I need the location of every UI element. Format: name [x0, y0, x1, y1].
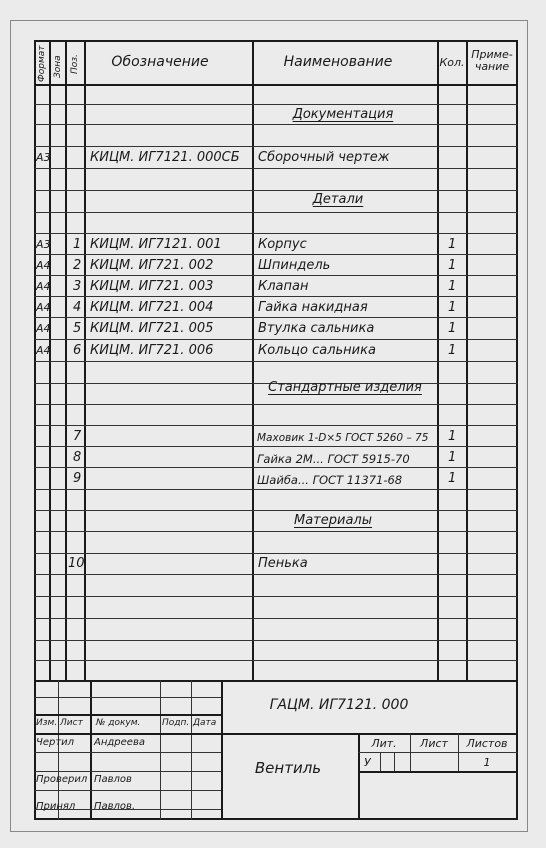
row-p5-format: А4 — [36, 322, 51, 335]
grid-line — [34, 596, 518, 597]
header-zone: Зона — [53, 55, 63, 78]
grid-line — [34, 531, 518, 532]
row-s9-pos: 9 — [73, 471, 82, 486]
tb-checked-name: Павлов — [94, 774, 132, 785]
header-note-line1: Приме- — [471, 48, 513, 61]
col-line-name — [437, 40, 439, 680]
grid-line — [34, 467, 518, 468]
row-p6-name: Кольцо сальника — [258, 343, 376, 358]
col-line-format — [49, 40, 51, 680]
grid-line — [358, 733, 360, 820]
row-p4-qty: 1 — [448, 300, 457, 315]
tb-header-date: Дата — [193, 718, 217, 728]
row-p6-pos: 6 — [73, 343, 82, 358]
grid-line — [34, 190, 518, 191]
grid-line — [191, 680, 192, 820]
tb-header-docno: № докум. — [96, 718, 141, 728]
grid-line — [160, 680, 161, 820]
grid-line — [34, 618, 518, 619]
header-pos: Поз. — [70, 54, 80, 74]
row-p1-format: А3 — [36, 238, 51, 251]
title-block-divider — [221, 680, 223, 820]
tb-drawn-label: Чертил — [36, 737, 75, 748]
row-p1-qty: 1 — [448, 237, 457, 252]
row-p3-format: А4 — [36, 280, 51, 293]
grid-line — [34, 168, 518, 169]
grid-line — [34, 146, 518, 147]
tb-header-sign: Подп. — [162, 718, 190, 728]
row-p1-designation: КИЦМ. ИГ7121. 001 — [90, 237, 222, 252]
grid-line — [410, 733, 411, 771]
row-s9-name: Шайба... ГОСТ 11371-68 — [257, 473, 403, 487]
row-s7-name: Маховик 1-D×5 ГОСТ 5260 – 75 — [257, 432, 429, 444]
row-p5-pos: 5 — [73, 321, 82, 336]
grid-line — [458, 733, 459, 771]
grid-line — [34, 714, 221, 716]
grid-line — [358, 752, 518, 753]
header-note-line2: чание — [474, 60, 510, 73]
row-p3-name: Клапан — [258, 279, 309, 294]
grid-line — [394, 752, 395, 771]
row-p6-format: А4 — [36, 344, 51, 357]
grid-line — [34, 124, 518, 125]
title-block-doc-code: ГАЦМ. ИГ7121. 000 — [269, 697, 409, 713]
tb-header-change: Изм. — [36, 718, 58, 728]
grid-line — [34, 752, 221, 753]
col-line-pos — [84, 40, 86, 680]
row-p4-designation: КИЦМ. ИГ721. 004 — [90, 300, 214, 315]
grid-line — [34, 553, 518, 554]
tb-drawn-name: Андреева — [94, 737, 145, 748]
tb-approved-label: Принял — [36, 801, 76, 812]
grid-line — [34, 697, 221, 698]
header-qty: Кол. — [439, 56, 465, 69]
row-p1-name: Корпус — [258, 237, 307, 252]
row-s7-qty: 1 — [448, 429, 457, 444]
row-p6-designation: КИЦМ. ИГ721. 006 — [90, 343, 214, 358]
grid-line — [34, 446, 518, 447]
tb-approved-name: Павлов. — [94, 801, 136, 812]
grid-line — [34, 317, 518, 318]
section-parts: Детали — [312, 192, 364, 207]
row-p4-pos: 4 — [73, 300, 82, 315]
header-designation: Обозначение — [111, 54, 209, 70]
grid-line — [34, 733, 518, 735]
grid-line — [358, 771, 518, 773]
grid-line — [34, 339, 518, 340]
section-documentation: Документация — [292, 107, 394, 122]
grid-line — [34, 233, 518, 234]
grid-line — [34, 489, 518, 490]
row-doc-designation: КИЦМ. ИГ7121. 000СБ — [90, 150, 240, 165]
row-p3-designation: КИЦМ. ИГ721. 003 — [90, 279, 214, 294]
row-doc-name: Сборочный чертеж — [258, 150, 390, 165]
row-p4-format: А4 — [36, 301, 51, 314]
tb-checked-label: Проверил — [36, 774, 88, 785]
header-name: Наименование — [283, 54, 393, 70]
col-line-zone — [65, 40, 67, 680]
grid-line — [34, 296, 518, 297]
tb-sheets-label: Листов — [466, 737, 508, 750]
grid-line — [34, 574, 518, 575]
grid-line — [90, 680, 92, 820]
title-block-title: Вентиль — [254, 759, 322, 777]
tb-sheets-value: 1 — [483, 756, 491, 769]
section-materials: Материалы — [294, 513, 372, 528]
row-p6-qty: 1 — [448, 343, 457, 358]
grid-line — [34, 212, 518, 213]
row-p2-qty: 1 — [448, 258, 457, 273]
row-doc-format: А3 — [36, 151, 51, 164]
grid-line — [58, 680, 59, 820]
title-block-top-line — [34, 680, 518, 682]
grid-line — [34, 771, 221, 772]
row-p2-format: А4 — [36, 259, 51, 272]
header-row-line — [34, 84, 518, 86]
tb-sheet-label: Лист — [420, 737, 448, 750]
row-p5-designation: КИЦМ. ИГ721. 005 — [90, 321, 214, 336]
tb-header-sheet: Лист — [60, 718, 83, 728]
row-m10-name: Пенька — [258, 556, 308, 571]
row-p2-pos: 2 — [73, 258, 82, 273]
tb-lit-value: У — [364, 756, 371, 769]
grid-line — [34, 404, 518, 405]
row-s7-pos: 7 — [73, 429, 82, 444]
tb-lit-label: Лит. — [371, 737, 397, 750]
row-p4-name: Гайка накидная — [258, 300, 368, 315]
row-s8-name: Гайка 2М... ГОСТ 5915-70 — [257, 452, 410, 466]
grid-line — [34, 361, 518, 362]
grid-line — [34, 640, 518, 641]
grid-line — [34, 254, 518, 255]
row-s8-pos: 8 — [73, 450, 82, 465]
col-line-designation — [252, 40, 254, 680]
row-p1-pos: 1 — [73, 237, 82, 252]
header-format: Формат — [37, 45, 47, 82]
row-s8-qty: 1 — [448, 450, 457, 465]
grid-line — [34, 790, 221, 791]
grid-line — [34, 510, 518, 511]
row-p2-name: Шпиндель — [258, 258, 331, 273]
grid-line — [34, 104, 518, 105]
grid-line — [34, 660, 518, 661]
row-m10-pos: 10 — [68, 556, 85, 571]
row-s9-qty: 1 — [448, 471, 457, 486]
grid-line — [34, 425, 518, 426]
row-p3-pos: 3 — [73, 279, 82, 294]
grid-line — [34, 275, 518, 276]
section-standard: Стандартные изделия — [268, 380, 422, 395]
grid-line — [380, 752, 381, 771]
row-p5-qty: 1 — [448, 321, 457, 336]
col-line-qty — [466, 40, 468, 680]
row-p2-designation: КИЦМ. ИГ721. 002 — [90, 258, 214, 273]
row-p5-name: Втулка сальника — [258, 321, 375, 336]
row-p3-qty: 1 — [448, 279, 457, 294]
